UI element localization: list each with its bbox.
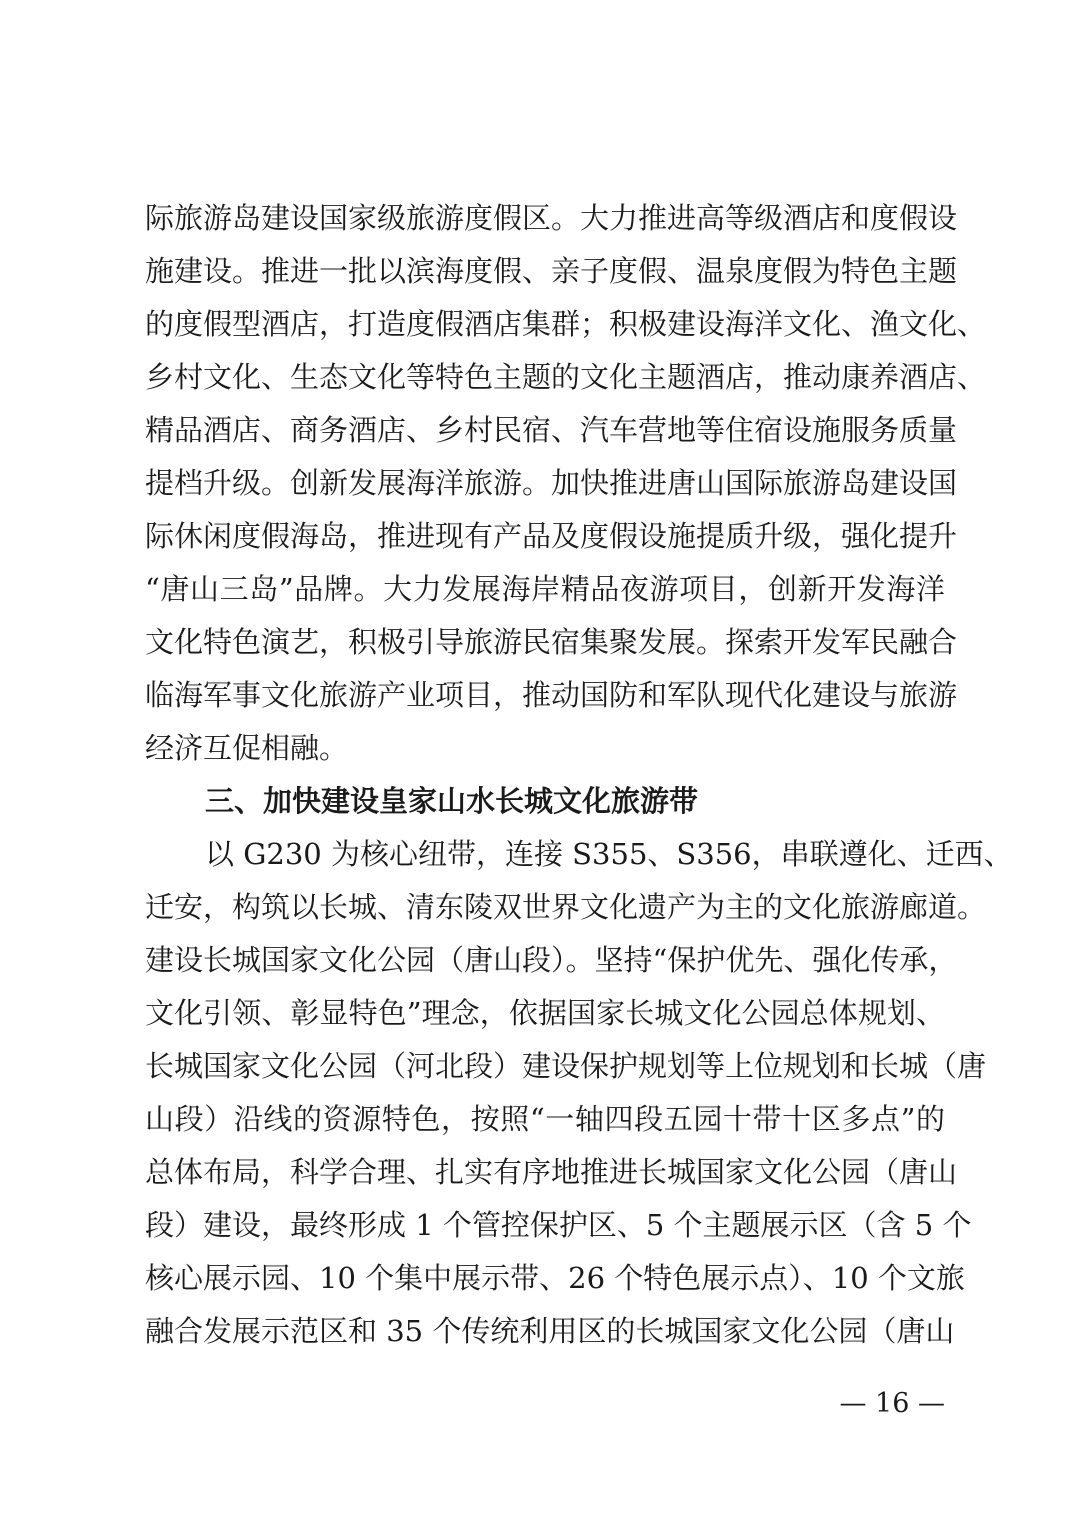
paragraph-1-line-4: 乡村文化、生态文化等特色主题的文化主题酒店，推动康养酒店、 (145, 360, 987, 394)
section-heading: 三、加快建设皇家山水长城文化旅游带 (205, 784, 699, 818)
paragraph-2-line-2: 迁安，构筑以长城、清东陵双世界文化遗产为主的文化旅游廊道。 (145, 890, 987, 924)
paragraph-1-line-6: 提档升级。创新发展海洋旅游。加快推进唐山国际旅游岛建设国 (145, 466, 958, 500)
paragraph-2-line-1: 以 G230 为核心纽带，连接 S355、S356，串联遵化、迁西、 (205, 837, 1013, 871)
paragraph-1-line-7: 际休闲度假海岛，推进现有产品及度假设施提质升级，强化提升 (145, 519, 958, 553)
page-number: — 16 — (839, 1388, 945, 1419)
paragraph-2-line-7: 总体布局，科学合理、扎实有序地推进长城国家文化公园（唐山 (145, 1155, 958, 1189)
paragraph-1-line-1: 际旅游岛建设国家级旅游度假区。大力推进高等级酒店和度假设 (145, 201, 958, 235)
paragraph-1-line-11: 经济互促相融。 (145, 731, 349, 765)
paragraph-1-line-5: 精品酒店、商务酒店、乡村民宿、汽车营地等住宿设施服务质量 (145, 413, 958, 447)
paragraph-2-line-9: 核心展示园、10 个集中展示带、26 个特色展示点）、10 个文旅 (145, 1261, 965, 1295)
paragraph-1-line-10: 临海军事文化旅游产业项目，推动国防和军队现代化建设与旅游 (145, 678, 958, 712)
paragraph-2-line-10: 融合发展示范区和 35 个传统利用区的长城国家文化公园（唐山 (145, 1314, 955, 1348)
paragraph-1-line-8: “唐山三岛”品牌。大力发展海岸精品夜游项目，创新开发海洋 (145, 572, 945, 606)
paragraph-2-line-3: 建设长城国家文化公园（唐山段）。坚持“保护优先、强化传承， (145, 943, 958, 977)
paragraph-2-line-4: 文化引领、彰显特色”理念，依据国家长城文化公园总体规划、 (145, 996, 945, 1030)
paragraph-2-line-5: 长城国家文化公园（河北段）建设保护规划等上位规划和长城（唐 (145, 1049, 987, 1083)
paragraph-2-line-8: 段）建设，最终形成 1 个管控保护区、5 个主题展示区（含 5 个 (145, 1208, 972, 1242)
paragraph-1-line-2: 施建设。推进一批以滨海度假、亲子度假、温泉度假为特色主题 (145, 254, 958, 288)
paragraph-1-line-9: 文化特色演艺，积极引导旅游民宿集聚发展。探索开发军民融合 (145, 625, 958, 659)
paragraph-2-line-6: 山段）沿线的资源特色，按照“一轴四段五园十带十区多点”的 (145, 1102, 945, 1136)
paragraph-1-line-3: 的度假型酒店，打造度假酒店集群；积极建设海洋文化、渔文化、 (145, 307, 987, 341)
